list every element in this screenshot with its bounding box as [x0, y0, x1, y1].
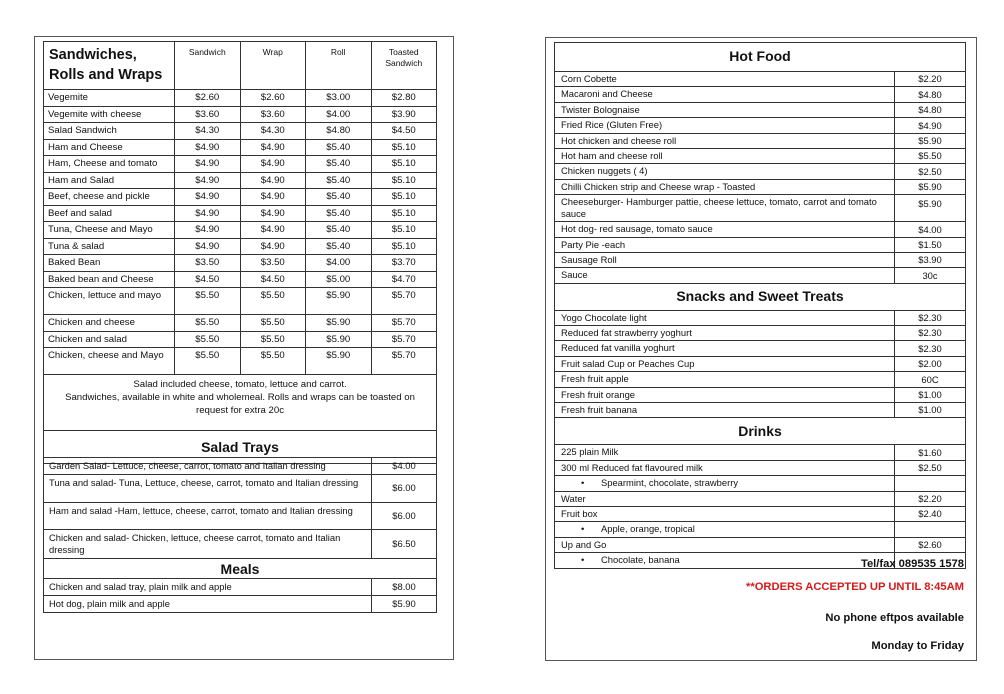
item-name	[44, 530, 372, 559]
item-text: Chicken and salad tray, plain milk and apple	[49, 581, 232, 592]
salad-trays-heading: Salad Trays	[44, 431, 437, 464]
item-price: $5.70	[371, 288, 437, 315]
item-price: $5.50	[240, 348, 306, 375]
item-price: $5.50	[175, 331, 241, 348]
item-price: $5.50	[175, 315, 241, 332]
item-price: $4.90	[240, 222, 306, 239]
table-row	[44, 502, 437, 530]
item-price: $6.00	[372, 502, 437, 530]
table-row	[555, 268, 966, 283]
sandwiches-table	[43, 41, 437, 464]
table-row	[555, 372, 966, 387]
item-text: Up and Go	[561, 538, 607, 550]
table-row	[44, 123, 437, 140]
item-price: $5.90	[306, 315, 372, 332]
item-text: Fresh fruit apple	[561, 373, 629, 385]
item-name: Vegemite	[44, 90, 175, 107]
item-price: $2.50	[895, 164, 966, 179]
table-row	[44, 475, 437, 503]
snacks-heading-row	[555, 283, 966, 310]
item-name: Chicken and cheese	[44, 315, 175, 332]
bullet-icon: •	[581, 523, 585, 535]
column-header: Wrap	[240, 42, 306, 90]
item-text: Chicken and salad- Chicken, lettuce, cheese carrot, tomato and Italian dressing	[49, 532, 341, 555]
item-text: Hot dog- red sausage, tomato sauce	[561, 223, 713, 235]
item-price: $4.90	[895, 118, 966, 133]
item-price: $3.90	[371, 106, 437, 123]
item-price: $4.90	[175, 172, 241, 189]
item-price: $5.50	[240, 288, 306, 315]
item-name	[555, 445, 895, 460]
item-price: $5.40	[306, 156, 372, 173]
table-row	[44, 255, 437, 272]
item-text: Corn Cobette	[561, 73, 617, 84]
item-name	[555, 491, 895, 506]
item-price: $4.80	[895, 87, 966, 102]
note-line: Salad included cheese, tomato, lettuce and carrot.	[133, 379, 347, 390]
item-price: $4.00	[372, 458, 437, 475]
item-name: Chicken and salad	[44, 331, 175, 348]
item-price: $5.10	[371, 139, 437, 156]
item-text: Apple, orange, tropical	[601, 523, 695, 535]
table-row	[555, 491, 966, 506]
item-price: $1.60	[895, 445, 966, 460]
item-text: Hot ham and cheese roll	[561, 149, 663, 161]
table-row	[555, 537, 966, 552]
item-name: Tuna, Cheese and Mayo	[44, 222, 175, 239]
item-price: $6.00	[372, 475, 437, 503]
item-price: $5.70	[371, 331, 437, 348]
item-price: $5.90	[306, 348, 372, 375]
item-text: Yogo Chocolate light	[561, 311, 647, 323]
item-price: $4.90	[175, 189, 241, 206]
item-price: $2.30	[895, 341, 966, 356]
table-row	[555, 403, 966, 418]
item-price: $5.40	[306, 222, 372, 239]
table-row	[555, 326, 966, 341]
item-price: $6.50	[372, 530, 437, 559]
item-name	[555, 522, 895, 537]
table-row	[555, 522, 966, 537]
item-name	[555, 222, 895, 237]
item-text: 300 ml Reduced fat flavoured milk	[561, 461, 703, 473]
snacks-heading: Snacks and Sweet Treats	[555, 283, 966, 310]
item-price: $5.10	[371, 156, 437, 173]
item-price: $2.20	[895, 72, 966, 87]
item-price: $3.90	[895, 252, 966, 267]
eftpos-notice: No phone eftpos available	[825, 612, 964, 624]
table-row	[44, 139, 437, 156]
item-price: $4.90	[175, 205, 241, 222]
table-row	[44, 238, 437, 255]
orders-notice: **ORDERS ACCEPTED UP UNTIL 8:45AM	[746, 581, 964, 593]
item-name: Ham, Cheese and tomato	[44, 156, 175, 173]
item-price: $5.00	[306, 271, 372, 288]
item-price: $1.50	[895, 237, 966, 252]
item-name: Baked Bean	[44, 255, 175, 272]
item-name: Chicken, lettuce and mayo	[44, 288, 175, 315]
item-name	[555, 341, 895, 356]
note-line: Sandwiches, available in white and wholemeal. Rolls and wraps can be toasted on request for extra 20c	[65, 392, 415, 416]
table-row	[555, 133, 966, 148]
item-price: $5.50	[240, 331, 306, 348]
item-price: 60C	[895, 372, 966, 387]
sandwiches-title-line1: Sandwiches,	[49, 47, 137, 63]
drinks-heading: Drinks	[555, 418, 966, 445]
column-header: Roll	[306, 42, 372, 90]
meals-heading: Meals	[44, 559, 437, 579]
item-text: Garden Salad- Lettuce, cheese, carrot, tomato and Italian dressing	[49, 460, 326, 471]
table-row	[44, 579, 437, 596]
item-price: $5.90	[895, 133, 966, 148]
item-price: $2.60	[240, 90, 306, 107]
item-text: Fresh fruit banana	[561, 404, 638, 416]
item-price: $5.40	[306, 139, 372, 156]
item-price: $4.90	[175, 156, 241, 173]
item-price	[895, 522, 966, 537]
tel-fax-number: Tel/fax 089535 1578	[860, 558, 964, 570]
item-price: $2.00	[895, 356, 966, 371]
table-row	[44, 106, 437, 123]
item-price: 30c	[895, 268, 966, 283]
item-name	[555, 148, 895, 163]
sandwiches-note-row	[44, 375, 437, 431]
drinks-heading-row	[555, 418, 966, 445]
item-price: $8.00	[372, 579, 437, 596]
item-price: $5.40	[306, 205, 372, 222]
item-name	[555, 356, 895, 371]
item-name	[555, 118, 895, 133]
table-row	[555, 72, 966, 87]
table-row	[44, 288, 437, 315]
item-name	[44, 475, 372, 503]
item-name	[555, 179, 895, 194]
item-price: $5.70	[371, 348, 437, 375]
item-price: $4.90	[240, 156, 306, 173]
table-row	[44, 90, 437, 107]
table-row	[555, 179, 966, 194]
item-name	[555, 372, 895, 387]
sandwiches-title-line2: Rolls and Wraps	[49, 67, 163, 83]
salad-trays-table	[43, 457, 437, 613]
table-row	[555, 460, 966, 475]
item-price: $5.70	[371, 315, 437, 332]
table-row	[555, 310, 966, 325]
item-price: $4.50	[175, 271, 241, 288]
item-price: $5.90	[895, 195, 966, 222]
item-name	[44, 502, 372, 530]
item-text: Chicken nuggets ( 4)	[561, 165, 648, 177]
item-name: Baked bean and Cheese	[44, 271, 175, 288]
item-name	[44, 596, 372, 613]
item-price: $3.50	[240, 255, 306, 272]
sandwiches-header-row	[44, 42, 437, 90]
table-row	[555, 506, 966, 521]
item-name	[555, 102, 895, 117]
item-price: $5.10	[371, 172, 437, 189]
item-price: $4.90	[240, 205, 306, 222]
item-price: $3.60	[175, 106, 241, 123]
trading-days: Monday to Friday	[871, 640, 964, 652]
item-price: $1.00	[895, 403, 966, 418]
item-text: Ham and salad -Ham, lettuce, cheese, carrot, tomato and Italian dressing	[49, 504, 353, 516]
item-price: $5.50	[895, 148, 966, 163]
item-name	[555, 72, 895, 87]
item-price: $5.90	[306, 331, 372, 348]
table-row	[555, 252, 966, 267]
item-price: $4.50	[240, 271, 306, 288]
item-text: Tuna and salad- Tuna, Lettuce, cheese, carrot, tomato and Italian dressing	[49, 477, 359, 488]
table-row	[555, 476, 966, 491]
menu-items-table	[554, 42, 966, 569]
item-name	[555, 252, 895, 267]
item-text: Chilli Chicken strip and Cheese wrap - Toasted	[561, 180, 756, 192]
item-text: Fresh fruit orange	[561, 388, 635, 400]
table-row	[44, 271, 437, 288]
item-price: $5.90	[895, 179, 966, 194]
table-row	[555, 445, 966, 460]
item-text: Sauce	[561, 269, 588, 281]
item-price: $5.10	[371, 222, 437, 239]
table-row	[555, 356, 966, 371]
item-price: $2.50	[895, 460, 966, 475]
table-row	[555, 341, 966, 356]
item-name: Chicken, cheese and Mayo	[44, 348, 175, 375]
sandwiches-title	[44, 42, 175, 90]
item-price: $4.90	[240, 139, 306, 156]
item-name	[555, 387, 895, 402]
item-price: $3.50	[175, 255, 241, 272]
item-name	[555, 87, 895, 102]
bullet-icon: •	[581, 554, 585, 566]
item-price: $4.00	[306, 106, 372, 123]
item-name	[555, 268, 895, 283]
table-row	[44, 315, 437, 332]
table-row	[44, 596, 437, 613]
table-row	[44, 458, 437, 475]
item-price: $4.90	[175, 238, 241, 255]
table-row	[44, 156, 437, 173]
item-text: Fruit salad Cup or Peaches Cup	[561, 357, 695, 369]
table-row	[44, 348, 437, 375]
item-text: Spearmint, chocolate, strawberry	[601, 477, 739, 489]
table-row	[555, 237, 966, 252]
item-text: Twister Bolognaise	[561, 103, 640, 115]
item-price: $2.30	[895, 326, 966, 341]
item-price: $4.90	[175, 139, 241, 156]
item-price: $4.90	[240, 172, 306, 189]
item-name: Ham and Salad	[44, 172, 175, 189]
item-price	[895, 476, 966, 491]
item-price: $5.10	[371, 189, 437, 206]
table-row	[44, 222, 437, 239]
table-row	[44, 172, 437, 189]
item-price: $1.00	[895, 387, 966, 402]
table-row	[555, 222, 966, 237]
item-price: $4.50	[371, 123, 437, 140]
item-name	[555, 237, 895, 252]
table-row	[555, 164, 966, 179]
item-price: $3.70	[371, 255, 437, 272]
item-name	[555, 460, 895, 475]
item-price: $5.40	[306, 238, 372, 255]
item-price: $5.40	[306, 189, 372, 206]
item-price: $4.30	[175, 123, 241, 140]
table-row	[44, 189, 437, 206]
item-text: Hot dog, plain milk and apple	[49, 598, 170, 609]
item-price: $4.90	[175, 222, 241, 239]
item-price: $5.10	[371, 238, 437, 255]
sandwiches-note	[44, 375, 437, 431]
item-text: Water	[561, 492, 586, 504]
item-name	[555, 553, 895, 568]
item-price: $4.80	[306, 123, 372, 140]
hot-food-heading-row	[555, 43, 966, 72]
item-price: $5.50	[240, 315, 306, 332]
meals-heading-row	[44, 559, 437, 579]
item-price: $4.00	[895, 222, 966, 237]
item-text: Fruit box	[561, 507, 598, 519]
column-header: Toasted Sandwich	[371, 42, 437, 90]
item-name: Vegemite with cheese	[44, 106, 175, 123]
item-price: $5.90	[372, 596, 437, 613]
item-text: Sausage Roll	[561, 253, 617, 265]
item-name	[555, 164, 895, 179]
table-row	[555, 195, 966, 222]
item-text: Hot chicken and cheese roll	[561, 134, 677, 146]
item-price: $4.00	[306, 255, 372, 272]
item-text: Reduced fat strawberry yoghurt	[561, 327, 692, 339]
item-name: Beef and salad	[44, 205, 175, 222]
hot-food-heading: Hot Food	[555, 43, 966, 72]
item-price: $4.70	[371, 271, 437, 288]
item-price: $5.10	[371, 205, 437, 222]
item-price: $5.50	[175, 348, 241, 375]
table-row	[555, 87, 966, 102]
item-price: $2.20	[895, 491, 966, 506]
item-name: Beef, cheese and pickle	[44, 189, 175, 206]
item-name	[555, 310, 895, 325]
item-name: Ham and Cheese	[44, 139, 175, 156]
item-text: 225 plain Milk	[561, 446, 619, 458]
column-header: Sandwich	[175, 42, 241, 90]
item-name	[44, 458, 372, 475]
item-name	[44, 579, 372, 596]
table-row	[555, 102, 966, 117]
table-row	[44, 331, 437, 348]
item-price: $2.80	[371, 90, 437, 107]
item-price: $2.40	[895, 506, 966, 521]
table-row	[44, 205, 437, 222]
item-text: Reduced fat vanilla yoghurt	[561, 342, 675, 354]
item-name	[555, 403, 895, 418]
item-name	[555, 195, 895, 222]
item-name	[555, 506, 895, 521]
item-text: Party Pie -each	[561, 238, 626, 250]
item-price: $3.00	[306, 90, 372, 107]
item-name	[555, 326, 895, 341]
item-name	[555, 476, 895, 491]
item-name: Tuna & salad	[44, 238, 175, 255]
item-text: Cheeseburger- Hamburger pattie, cheese lettuce, tomato, carrot and tomato sauce	[561, 196, 877, 219]
item-name	[555, 133, 895, 148]
item-price: $4.80	[895, 102, 966, 117]
item-price: $5.90	[306, 288, 372, 315]
item-price: $4.90	[240, 189, 306, 206]
item-text: Fried Rice (Gluten Free)	[561, 119, 663, 131]
table-row	[44, 530, 437, 559]
item-price: $5.50	[175, 288, 241, 315]
bullet-icon: •	[581, 477, 585, 489]
table-row	[555, 118, 966, 133]
menu-page-left	[34, 36, 454, 660]
item-price: $4.30	[240, 123, 306, 140]
menu-page-right	[545, 37, 977, 661]
item-price: $2.60	[895, 537, 966, 552]
table-row	[555, 148, 966, 163]
item-text: Macaroni and Cheese	[561, 88, 653, 100]
item-price: $3.60	[240, 106, 306, 123]
item-price: $5.40	[306, 172, 372, 189]
item-price: $2.30	[895, 310, 966, 325]
item-price: $2.60	[175, 90, 241, 107]
item-price: $4.90	[240, 238, 306, 255]
item-name: Salad Sandwich	[44, 123, 175, 140]
table-row	[555, 387, 966, 402]
item-text: Chocolate, banana	[601, 554, 680, 566]
item-name	[555, 537, 895, 552]
